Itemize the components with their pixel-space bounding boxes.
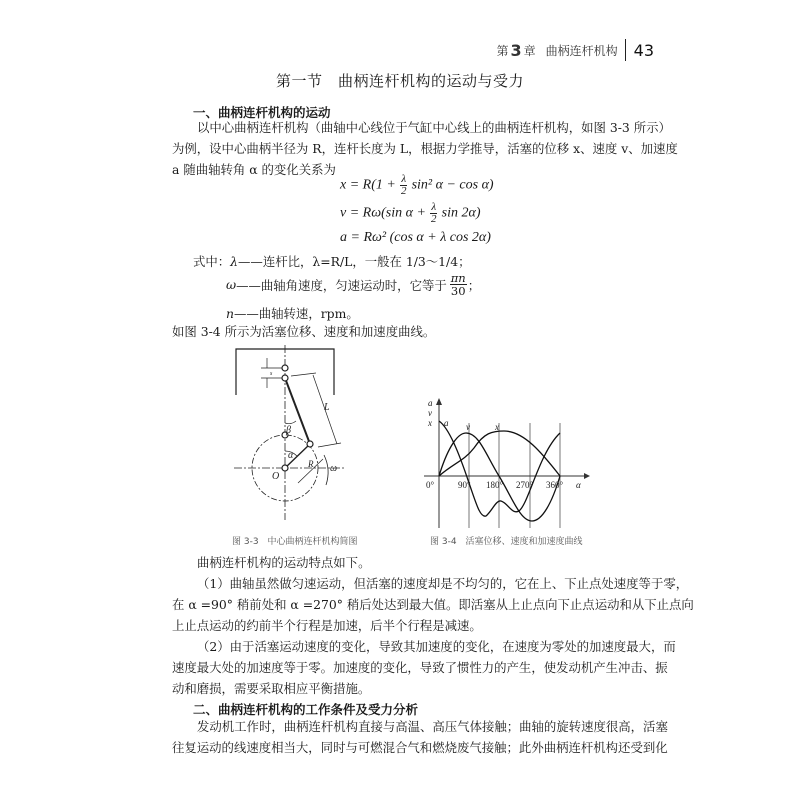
label-omega: ω [330,463,338,474]
chapter-number: 3 [510,40,522,60]
denominator: 30 [450,284,466,298]
label-alpha: α [288,450,294,461]
intro-paragraph [172,117,678,180]
label-s: s [270,371,273,377]
label-R: R [308,459,314,469]
label-beta: β [286,425,291,436]
definition-prefix: 式中： [193,254,231,269]
chapter-prefix: 第 [496,43,509,58]
y-label-v: v [428,408,432,418]
subsection-heading-1: 一、曲柄连杆机构的运动 [193,105,331,120]
fraction [400,174,407,197]
section-title: 第一节 曲柄连杆机构的运动与受力 [275,72,524,90]
formula-x [340,174,494,197]
working-conditions-paragraph [172,716,668,758]
motion-curves-chart [424,393,600,533]
formula-lhs: a = Rω² (cos α + λ cos 2α) [340,230,491,245]
formula-lhs: v = Rω(sin α + [340,205,426,221]
label-O: O [272,471,280,482]
fraction [450,272,467,297]
paragraph-line: 以中心曲柄连杆机构（曲轴中心线位于气缸中心线上的曲柄连杆机构，如图 3-3 所示） [197,120,671,135]
paragraph-line: （1）曲轴虽然做匀速运动，但活塞的速度却是不均匀的，它在上、下止点处速度等于零， [197,576,689,591]
numerator: λ [431,201,437,213]
subsection-heading-2: 二、曲柄连杆机构的工作条件及受力分析 [193,702,419,717]
formula-a [340,230,491,246]
figure-3-4-caption: 图 3-4 活塞位移、速度和加速度曲线 [430,537,583,547]
figure-reference: 如图 3-4 所示为活塞位移、速度和加速度曲线。 [172,324,436,339]
paragraph-line: 曲柄连杆机构的运动特点如下。 [197,555,371,570]
curve-label-a: a [444,418,449,428]
paragraph-line: a 随曲轴转角 α 的变化关系为 [172,162,336,177]
x-tick-270: 270° [516,480,534,490]
paragraph-line: 上止点运动的约前半个行程是加速，后半个行程是减速。 [172,618,482,633]
chapter-title: 曲柄连杆机构 [545,43,618,58]
definition-text: ——曲轴转速，rpm。 [233,306,359,321]
definition-lambda [193,252,471,270]
paragraph-line: 在 α =90° 稍前处和 α =270° 稍后处达到最大值。即活塞从上止点向下止点运动和从下止点向 [172,597,694,612]
formula-lhs: x = R(1 + [340,177,396,193]
punct: ； [467,277,481,293]
denominator: 2 [400,185,407,197]
paragraph-line: 往复运动的线速度相当大，同时与可燃混合气和燃烧废气接触；此外曲柄连杆机构还受到化 [172,740,668,755]
x-axis-label: α [576,480,581,490]
figure-3-3-caption: 图 3-3 中心曲柄连杆机构简图 [232,537,358,547]
fraction [430,202,437,225]
y-label-x: x [428,418,432,428]
page-number: 43 [633,40,654,60]
x-tick-180: 180° [486,480,504,490]
definition-text: ——曲轴角速度，匀速运动时，它等于 [236,277,447,293]
formula-v [340,202,481,225]
definition-omega [226,272,480,297]
definition-n [226,304,359,322]
symbol: λ [230,254,239,269]
chapter-suffix: 章 [523,43,536,58]
x-tick-0: 0° [426,480,435,490]
numerator: πn [450,271,466,285]
features-paragraph [172,552,694,699]
paragraph-line: 速度最大处的加速度等于零。加速度的变化，导致了惯性力的产生，使发动机产生冲击、振 [172,660,668,675]
paragraph-line: 为例，设中心曲柄半径为 R，连杆长度为 L，根据力学推导，活塞的位移 x、速度 v、加速度 [172,141,678,156]
formula-rhs: sin² α − cos α) [411,177,494,193]
crank-mechanism-diagram [226,345,356,520]
formula-rhs: sin 2α) [441,205,481,221]
definition-text: ——连杆比，λ=R/L，一般在 1/3～1/4； [238,254,471,269]
x-tick-360: 360° [546,480,564,490]
numerator: λ [401,173,407,185]
symbol: ω [226,277,237,292]
header-divider [625,39,626,61]
label-L: L [324,402,330,413]
paragraph-line: 发动机工作时，曲柄连杆机构直接与高温、高压气体接触；曲轴的旋转速度很高，活塞 [197,719,668,734]
denominator: 2 [431,213,437,225]
paragraph-line: 动和磨损，需要采取相应平衡措施。 [172,681,371,696]
running-header [496,38,654,62]
curve-label-v: v [466,422,470,432]
paragraph-line: （2）由于活塞运动速度的变化，导致其加速度的变化，在速度为零处的加速度最大，而 [197,639,676,654]
x-tick-90: 90° [458,480,471,490]
y-label-a: a [428,398,433,408]
curve-label-x: x [495,422,499,432]
symbol: n [226,306,234,321]
